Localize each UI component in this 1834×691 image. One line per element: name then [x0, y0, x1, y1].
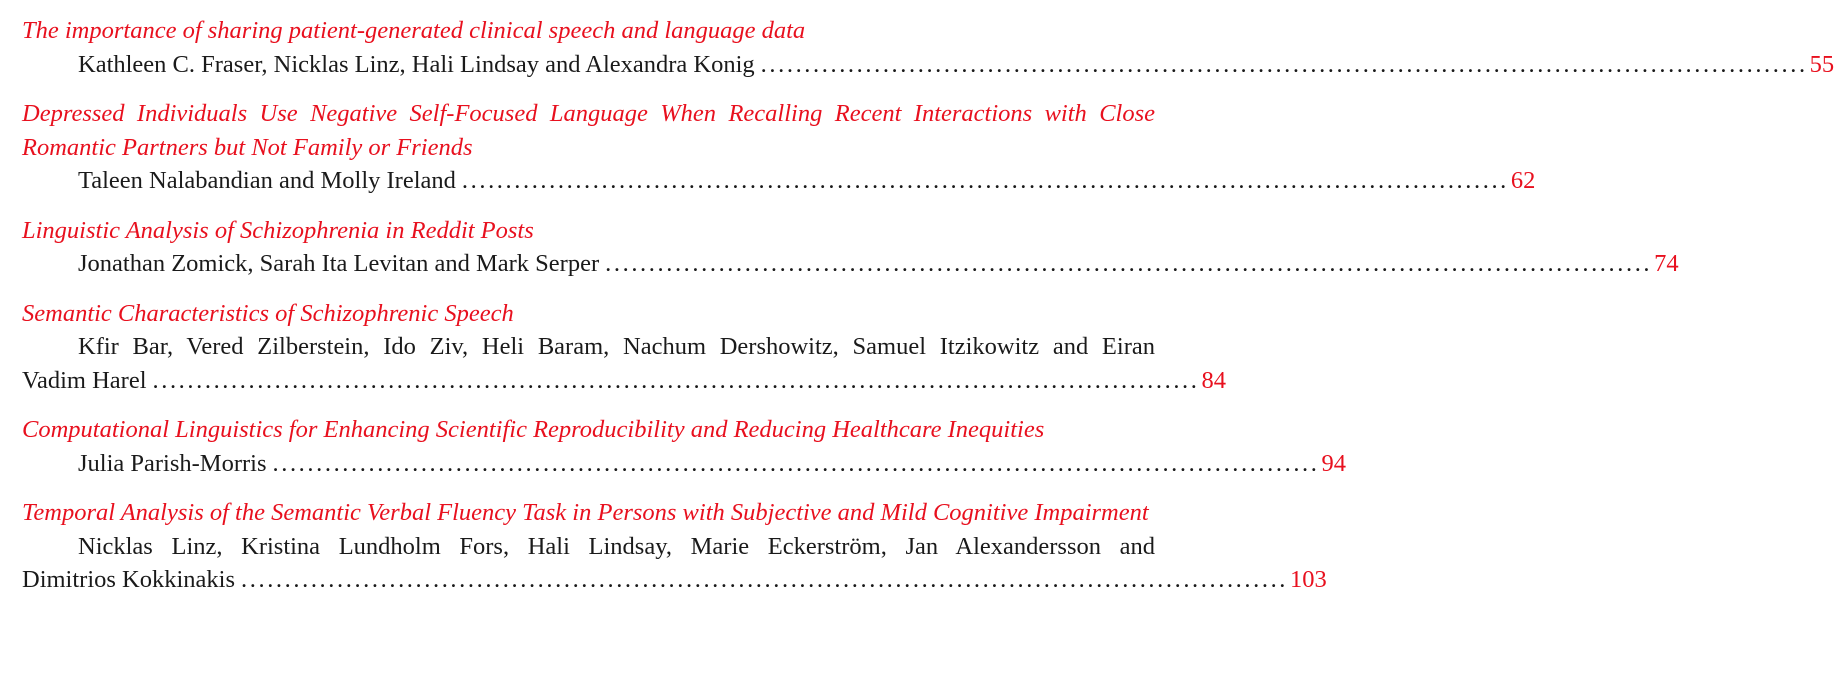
dot-leader: ........................................................................................................................	[272, 449, 1320, 477]
authors-line-2	[22, 364, 1226, 398]
dot-leader: ........................................................................................................................	[605, 250, 1653, 277]
toc-entry	[22, 496, 1327, 597]
page-number-link[interactable]: 84	[1201, 366, 1226, 394]
authors-line	[22, 164, 1536, 198]
toc-entry	[22, 413, 1346, 480]
page-number-link[interactable]: 74	[1654, 250, 1679, 277]
table-of-contents	[22, 14, 1834, 613]
paper-title-link[interactable]: Linguistic Analysis of Schizophrenia in Reddit Posts	[22, 216, 534, 244]
toc-entry	[22, 214, 1679, 281]
authors-line	[22, 447, 1346, 481]
toc-entry	[22, 297, 1226, 398]
dot-leader: ........................................................................................................................	[760, 50, 1808, 78]
paper-title-link[interactable]: Computational Linguistics for Enhancing Scientific Reproducibility and Reducing Healthcare Inequities	[22, 416, 1045, 443]
page-number-link[interactable]: 62	[1510, 167, 1536, 194]
authors-line-2	[22, 563, 1327, 597]
paper-title-link[interactable]: Semantic Characteristics of Schizophrenic Speech	[22, 299, 514, 327]
dot-leader: ........................................................................................................................	[241, 566, 1289, 593]
authors-line	[22, 48, 1834, 82]
authors: Dimitrios Kokkinakis	[22, 566, 236, 593]
authors: Taleen Nalabandian and Molly Ireland	[78, 167, 456, 194]
authors-line	[22, 247, 1679, 281]
paper-title-link[interactable]: Depressed Individuals Use Negative Self-Focused Language When Recalling Recent Interactions with Close Romantic Partners but Not Family or Friends	[22, 100, 1155, 161]
authors: Vadim Harel	[22, 366, 147, 394]
authors-line-1: Kfir Bar, Vered Zilberstein, Ido Ziv, Heli Baram, Nachum Dershowitz, Samuel Itzikowitz and Eiran	[78, 333, 1155, 360]
dot-leader: ........................................................................................................................	[152, 366, 1200, 394]
page-number-link[interactable]: 94	[1321, 449, 1346, 477]
authors: Kathleen C. Fraser, Nicklas Linz, Hali Lindsay and Alexandra Konig	[78, 50, 755, 78]
toc-entry	[22, 97, 1536, 198]
dot-leader: ........................................................................................................................	[461, 167, 1509, 194]
page-number-link[interactable]: 103	[1290, 566, 1327, 593]
paper-title-link[interactable]: The importance of sharing patient-generated clinical speech and language data	[22, 17, 806, 44]
paper-title-link[interactable]: Temporal Analysis of the Semantic Verbal Fluency Task in Persons with Subjective and Mild Cognitive Impairment	[22, 499, 1149, 526]
toc-entry	[22, 14, 1834, 81]
authors: Jonathan Zomick, Sarah Ita Levitan and Mark Serper	[78, 250, 600, 277]
authors-line-1: Nicklas Linz, Kristina Lundholm Fors, Hali Lindsay, Marie Eckerström, Jan Alexandersson and	[78, 532, 1155, 560]
authors: Julia Parish-Morris	[78, 449, 267, 477]
page-number-link[interactable]: 55	[1809, 50, 1834, 78]
